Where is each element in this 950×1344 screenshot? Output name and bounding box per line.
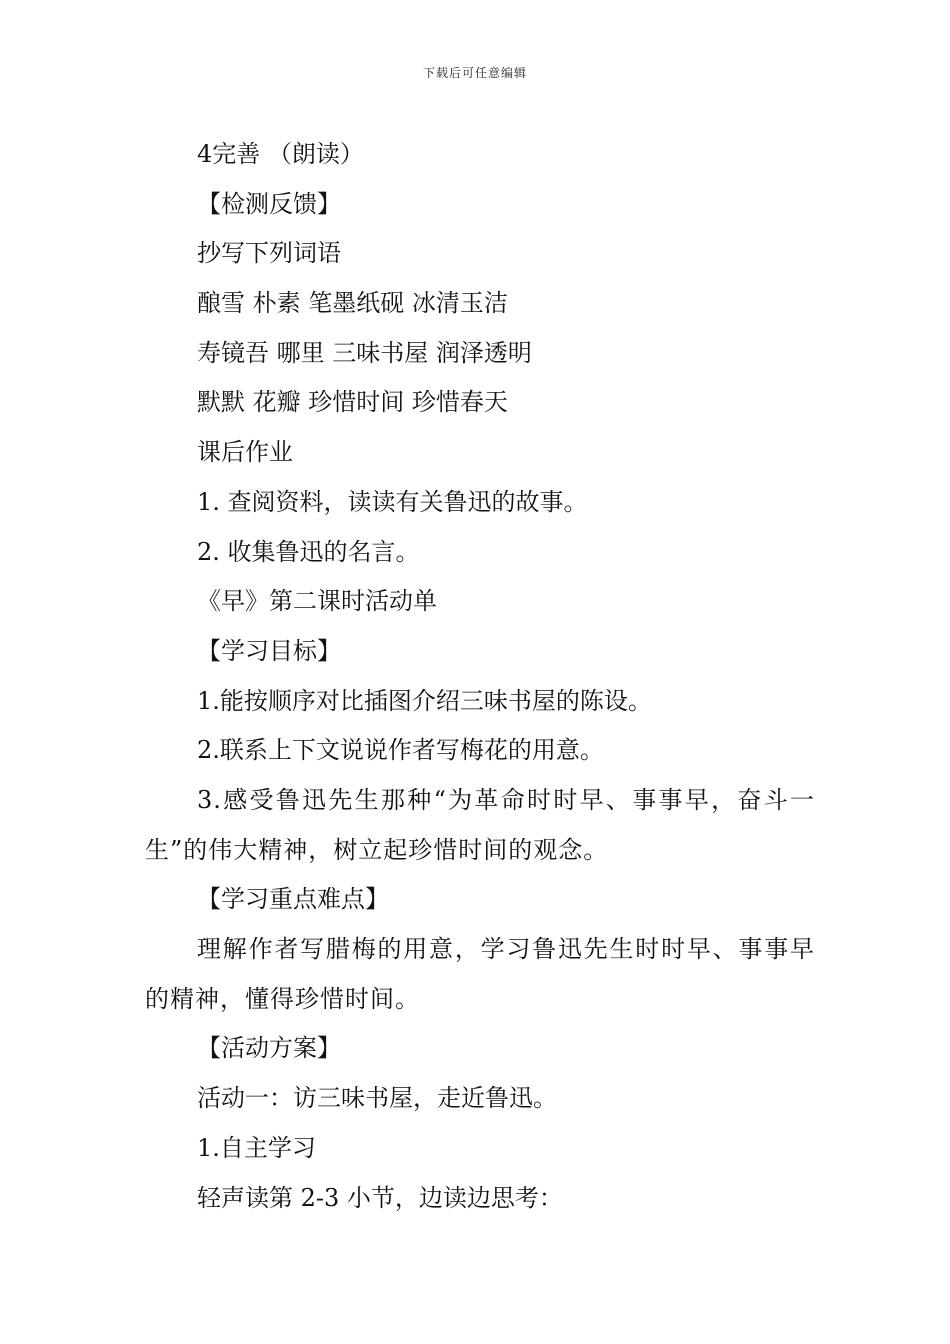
section-heading: 课后作业 <box>197 438 293 467</box>
word-list-line: 寿镜吾 哪里 三味书屋 润泽透明 <box>197 338 532 367</box>
goal-item: 1.能按顺序对比插图介绍三味书屋的陈设。 <box>197 686 652 715</box>
key-points-paragraph: 理解作者写腊梅的用意，学习鲁迅先生时时早、事事早的精神，懂得珍惜时间。 <box>145 935 815 1013</box>
word-list-line: 默默 花瓣 珍惜时间 珍惜春天 <box>197 388 508 417</box>
page-header: 下载后可任意编辑 <box>422 66 527 80</box>
activity-title: 活动一：访三味书屋，走近鲁迅。 <box>197 1084 557 1113</box>
section-heading: 【活动方案】 <box>197 1034 341 1063</box>
word-list-line: 酿雪 朴素 笔墨纸砚 冰清玉洁 <box>197 289 508 318</box>
text-line: 1.自主学习 <box>197 1133 316 1162</box>
homework-item: 2. 收集鲁迅的名言。 <box>197 537 420 566</box>
document-body <box>145 130 815 1223</box>
section-heading: 【检测反馈】 <box>197 189 341 218</box>
lesson-title: 《早》第二课时活动单 <box>197 587 437 616</box>
text-line: 4完善 （朗读） <box>197 140 364 168</box>
goal-item: 2.联系上下文说说作者写梅花的用意。 <box>197 736 604 765</box>
text-line: 抄写下列词语 <box>197 239 341 268</box>
text-line: 轻声读第 2-3 小节，边读边思考： <box>197 1183 563 1212</box>
section-heading: 【学习重点难点】 <box>197 885 389 914</box>
goal-item: 3.感受鲁迅先生那种“为革命时时早、事事早，奋斗一生”的伟大精神，树立起珍惜时间的观念。 <box>145 785 815 864</box>
homework-item: 1. 查阅资料，读读有关鲁迅的故事。 <box>197 487 588 516</box>
section-heading: 【学习目标】 <box>197 636 341 665</box>
